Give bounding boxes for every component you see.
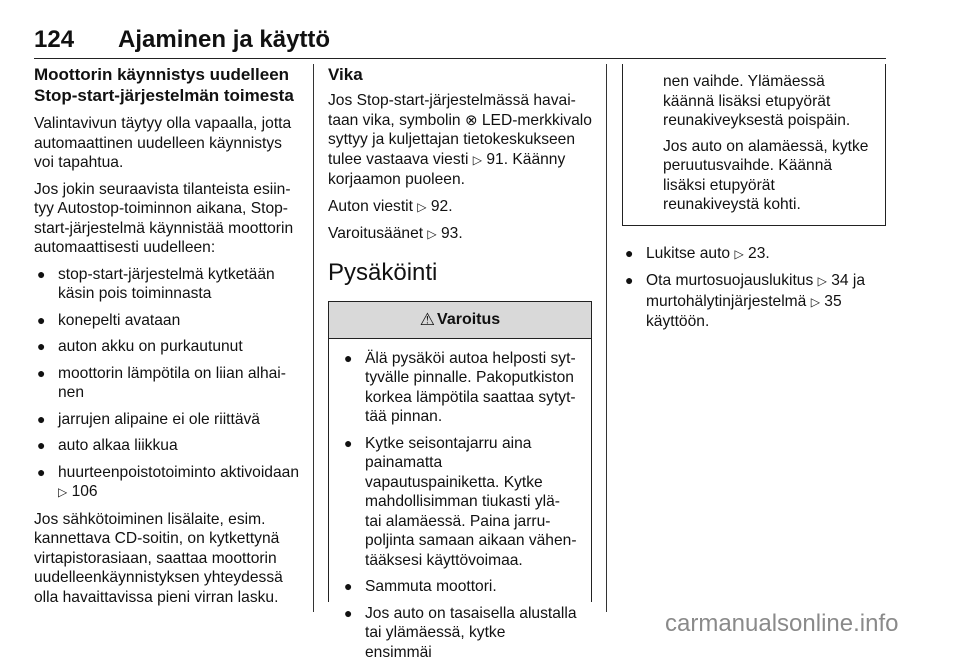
watermark: carmanualsonline.info: [665, 610, 898, 638]
warning-triangle-icon: ⚠: [420, 310, 435, 330]
list-item: ● auto alkaa liikkua: [34, 436, 300, 456]
list-item: ● konepelti avataan: [34, 311, 300, 331]
list-item: ● jarrujen alipaine ei ole riittävä: [34, 410, 300, 430]
paragraph: Jos Stop-start-järjestelmässä havaitaan vika, symbolin ⊗ LED-merkkivalo syttyy ja kuljettajan tietokeskukseen tulee vastaava viesti ▷ 91. Käänny korjaamon puoleen.: [328, 91, 592, 190]
warning-box: [328, 301, 592, 602]
list-item: ● moottorin lämpötila on liian alhainen: [34, 364, 300, 403]
warning-body: [329, 339, 591, 662]
page-reference[interactable]: 23.: [748, 245, 770, 262]
page-reference[interactable]: 92.: [431, 198, 453, 215]
bullet-dot: ●: [625, 244, 633, 264]
list-item: ● huurteenpoistotoiminto aktivoidaan ▷ 106: [34, 463, 300, 503]
bullet-list: [34, 265, 300, 503]
paragraph: Jos sähkötoiminen lisälaite, esim. kannettava CD-soitin, on kytkettynä virtapistorasiaan, saattaa moottorin uudelleenkäynnistyksen yhteydessä olla havaittavissa pieni virran lasku.: [34, 510, 300, 608]
page-reference-icon: ▷: [473, 153, 482, 167]
bullet-dot: ●: [37, 364, 45, 384]
page-reference-icon: ▷: [811, 295, 820, 309]
bullet-dot: ●: [37, 311, 45, 331]
page-reference-icon: ▷: [58, 485, 67, 499]
warning-header: [329, 302, 591, 339]
subsection-heading: Vika: [328, 64, 592, 85]
section-title: Pysäköinti: [328, 259, 592, 287]
list-item: ● auton akku on purkautunut: [34, 337, 300, 357]
paragraph: Jos auto on alamäessä, kytke peruutusvaihde. Käännä lisäksi etupyörät reunakiveystä kohti.: [663, 137, 873, 215]
page-reference-icon: ▷: [734, 247, 743, 261]
list-item: ● stop-start-järjestelmä kytketään käsin pois toiminnasta: [34, 265, 300, 304]
section-heading: Moottorin käynnistys uudelleen Stop-start-järjestelmän toimesta: [34, 64, 300, 106]
bullet-dot: ●: [37, 337, 45, 357]
paragraph: Jos jokin seuraavista tilanteista esiintyy Autostop-toiminnon aikana, Stop-start-järjestelmä käynnistää moottorin automaattisesti uudelleen:: [34, 180, 300, 258]
paragraph: nen vaihde. Ylämäessä käännä lisäksi etupyörät reunakiveyksestä poispäin.: [663, 72, 873, 131]
column-divider: [313, 64, 314, 612]
page-number: 124: [34, 26, 74, 54]
paragraph: Valintavivun täytyy olla vapaalla, jotta automaattinen uudelleen käynnistys voi tapahtua.: [34, 114, 300, 173]
paragraph: Varoitusäänet ▷ 93.: [328, 224, 592, 245]
list-item: ● Jos auto on tasaisella alustalla tai ylämäessä, kytke ensimmäi: [341, 604, 579, 662]
list-item: ● Kytke seisontajarru aina painamatta vapautuspainiketta. Kytke mahdollisimman tiukasti ylä- tai alamäessä. Paina jarrupoljinta samaan aikaan vähentääksesi käyttövoimaa.: [341, 434, 579, 571]
column-2: [328, 64, 592, 602]
list-item: ● Sammuta moottori.: [341, 577, 579, 597]
bullet-dot: ●: [344, 604, 352, 624]
page-reference[interactable]: 93.: [441, 225, 463, 242]
list-item: ● Älä pysäköi autoa helposti syttyvälle pinnalle. Pakoputkiston korkea lämpötila saattaa sytyttää pinnan.: [341, 349, 579, 427]
page-reference-icon: ▷: [417, 200, 426, 214]
page-reference[interactable]: 106: [72, 483, 98, 500]
warning-label: Varoitus: [437, 310, 500, 330]
page-reference-icon: ▷: [818, 274, 827, 288]
chapter-title: Ajaminen ja käyttö: [118, 26, 330, 54]
warning-list: [341, 349, 579, 662]
bullet-dot: ●: [344, 577, 352, 597]
stop-start-led-symbol-icon: ⊗: [465, 112, 478, 129]
bullet-dot: ●: [344, 434, 352, 454]
bullet-dot: ●: [37, 265, 45, 285]
bullet-dot: ●: [344, 349, 352, 369]
page-reference[interactable]: 35: [824, 293, 841, 310]
column-3: [622, 64, 886, 339]
list-item: ● Lukitse auto ▷ 23.: [622, 244, 886, 265]
bullet-dot: ●: [625, 271, 633, 291]
column-1: [34, 64, 300, 614]
paragraph: Auton viestit ▷ 92.: [328, 197, 592, 218]
page-reference[interactable]: 91.: [486, 151, 508, 168]
page-reference-icon: ▷: [427, 227, 436, 241]
list-item: ● Ota murtosuojauslukitus ▷ 34 ja murtohälytinjärjestelmä ▷ 35 käyttöön.: [622, 271, 886, 332]
bullet-dot: ●: [37, 410, 45, 430]
bullet-dot: ●: [37, 463, 45, 483]
bullet-list: [622, 244, 886, 332]
page-reference[interactable]: 34: [831, 272, 848, 289]
bullet-dot: ●: [37, 436, 45, 456]
column-divider: [606, 64, 607, 612]
warning-box-continued: [622, 64, 886, 226]
page-header: [34, 26, 886, 59]
